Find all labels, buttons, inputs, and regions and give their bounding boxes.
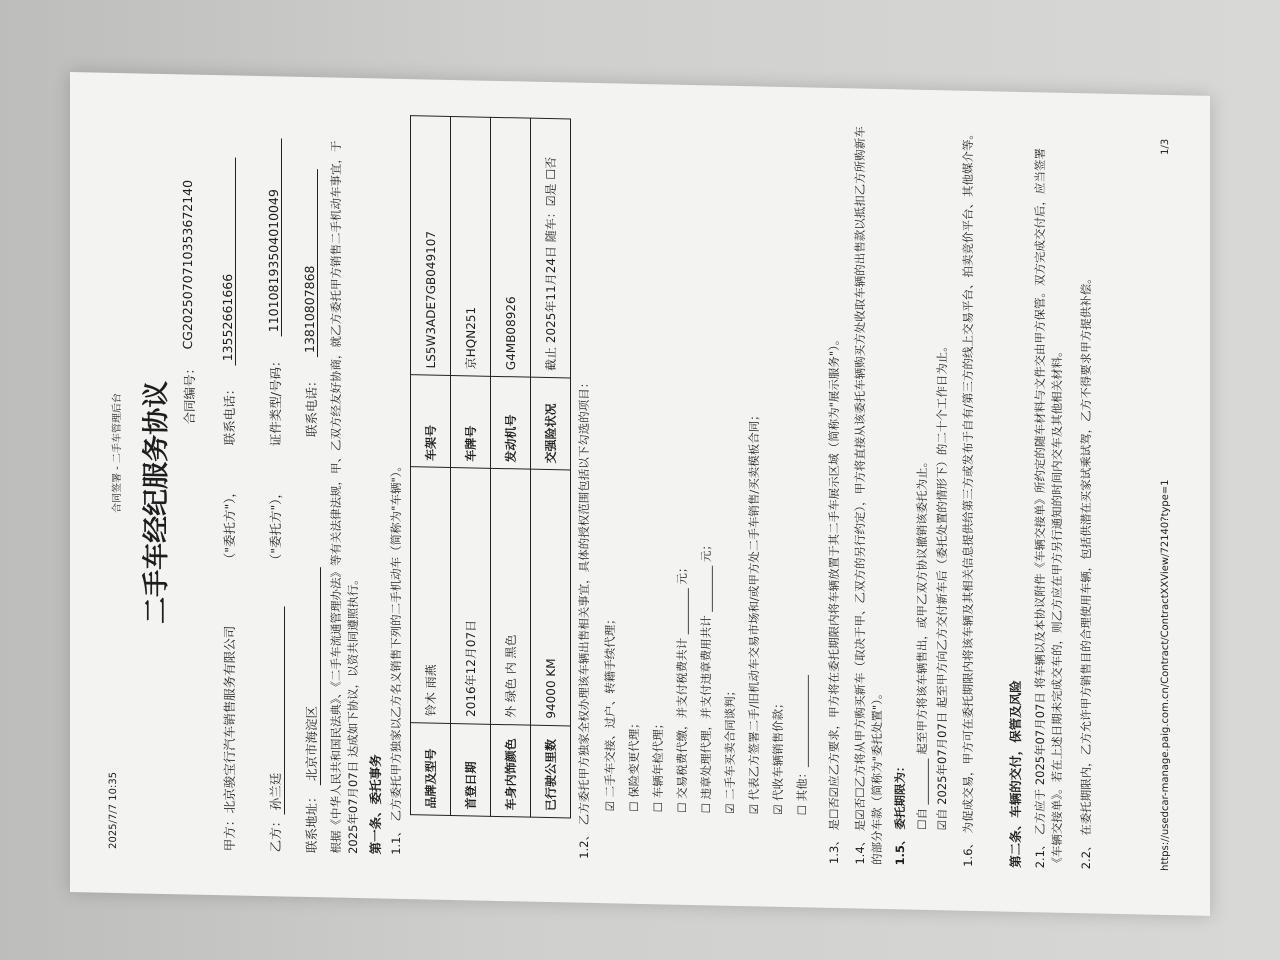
print-site: 合同签署 - 二手车管理后台 bbox=[112, 392, 123, 514]
authorization-option: ☐ 车辆年检代理； bbox=[651, 717, 665, 813]
party-a-label: 甲方： bbox=[222, 813, 237, 852]
party-a-phone: 13552661666 bbox=[220, 157, 236, 365]
table-value-cell: 外 绿色 内 黑色 bbox=[491, 469, 531, 725]
authorization-option: ☑ 二手车交接、过户、转籍手续代理； bbox=[603, 613, 617, 812]
party-a-phone-label: 联系电话： bbox=[222, 382, 237, 446]
clause-1-5b: ☑自 2025年07月07日 起至甲方向乙方交付新车后（委托处置的情形下）的二十个工作日为止。 bbox=[935, 339, 949, 831]
table-header-cell: 车身内饰颜色 bbox=[491, 724, 531, 817]
doc-title: 二手车经纪服务协议 bbox=[141, 380, 172, 625]
table-header-cell: 品牌及型号 bbox=[411, 722, 451, 815]
authorization-option: ☐ 保险变更代理； bbox=[627, 717, 641, 812]
address-label: 联系地址： bbox=[304, 790, 319, 854]
authorization-option: ☐ 交易税费代缴，并支付税费共计 ________ 元； bbox=[675, 561, 689, 813]
table-value-cell: LS5W3ADE7GB049107 bbox=[411, 116, 451, 376]
contract-no: CG20250707103536721​40 bbox=[180, 179, 195, 350]
table-value-cell: 截止 2025年11月24日 随车：☑是 ☐否 bbox=[531, 118, 571, 378]
intro-text: 根据《中华人民共和国民法典》、《二手车流通管理办法》等有关法律法规，甲、乙双方经友好协商，就乙方委托甲方销售二手机动车事宜，于 2025年07月07日 达成如下协议，以资共同遵照执行。 bbox=[329, 140, 360, 855]
party-a-name: 北京骏宝行汽车销售服务有限公司 bbox=[222, 625, 237, 814]
authorization-option: ☐ 其他：________________ bbox=[795, 674, 809, 816]
clause-1-4: 1.4、 是☑否☐乙方将从甲方购买新车（取决于甲、乙双方的另行约定），甲方将直接从该委托车辆购买方处收取车辆的出售款以抵扣乙方所购新车的部分车款（简称为"委托处置"）。 bbox=[853, 126, 884, 866]
authorization-options bbox=[598, 406, 814, 816]
party-b-id: 110108193504010049 bbox=[266, 138, 282, 336]
authorization-option: ☑ 代收车辆销售价款； bbox=[771, 697, 785, 815]
clause-1-2: 1.2、 乙方委托甲方独家全权办理该车辆出售相关事宜，具体的授权范围包括以下勾选的项目： bbox=[577, 376, 591, 859]
address-value: 北京市海淀区 bbox=[302, 567, 321, 785]
clause-1-6: 1.6、 为促成交易，甲方可在委托期限内将该车辆及其相关信息提供给第三方或发布于自有/第三方的线上交易平台、拍卖竞价平台、其他媒介等。 bbox=[961, 127, 975, 867]
table-row bbox=[411, 116, 451, 816]
clause-1-5a: ☐自 ________ 起至甲方将该车辆售出，或甲乙双方协议撤销该委托为止。 bbox=[915, 455, 929, 830]
table-value-cell: 京HQN251 bbox=[451, 116, 491, 376]
table-value-cell: G4MB08926 bbox=[491, 117, 531, 377]
table-row bbox=[531, 118, 571, 818]
table-header-cell: 交强险状况 bbox=[531, 377, 571, 470]
table-header-cell: 车牌号 bbox=[451, 375, 491, 468]
clause-2-1: 2.1、 乙方应于 2025年07月07日 将车辆以及本协议附件《车辆交接单》所约定的随车材料与文件交由甲方保管。双方完成交付后，应当签署《车辆交接单》。若在上述日期未完成交车的，则乙方应在甲方另行通知的时间内交车及其他相关材料。 bbox=[1033, 147, 1064, 869]
party-b-role: （"委托方"）， bbox=[268, 485, 283, 567]
table-header-cell: 车架号 bbox=[411, 375, 451, 468]
vehicle-info-table bbox=[410, 115, 571, 818]
party-b-id-label: 证件类型/号码： bbox=[268, 354, 283, 447]
clause-1-1: 1.1、 乙方委托甲方独家以乙方名义销售下列的二手机动车（简称为"车辆"）。 bbox=[389, 459, 403, 855]
clause-1-3: 1.3、 是☐否☑应乙方要求，甲方将在委托期限内将车辆放置于其二手车展示区域（简称为"展示服务"）。 bbox=[827, 333, 841, 865]
print-datetime: 2025/7/7 10:35 bbox=[108, 771, 119, 850]
table-header-cell: 首登日期 bbox=[451, 723, 491, 816]
clause-2-2: 2.2、 在委托期限内，乙方允许甲方销售目的合理使用车辆，包括供潜在买家试乘试驾，乙方不得要求甲方提供补偿。 bbox=[1079, 272, 1093, 870]
clause-1-5: 1.5、 委托期限为： bbox=[893, 760, 907, 866]
party-b-name: 孙兰廷 bbox=[266, 606, 285, 814]
table-header-cell: 发动机号 bbox=[491, 376, 531, 469]
party-a-role: （"委托方"）， bbox=[222, 484, 237, 566]
address-phone-label: 联系电话： bbox=[304, 374, 319, 438]
section1-title: 第一条、委托事务 bbox=[368, 754, 383, 855]
contract-sheet bbox=[70, 72, 1210, 916]
table-header-cell: 已行驶公里数 bbox=[531, 725, 571, 818]
authorization-option: ☑ 代表乙方签署二手/旧机动车交易市场和/或甲方处二手车销售/买卖模板合同； bbox=[747, 409, 761, 815]
table-value-cell: 铃木 雨燕 bbox=[411, 467, 451, 723]
authorization-option: ☐ 违章处理代理，并支付违章费用共计 ________ 元； bbox=[699, 538, 713, 814]
table-row bbox=[451, 116, 491, 816]
party-b-label: 乙方： bbox=[268, 814, 283, 853]
table-value-cell: 94000 KM bbox=[531, 469, 571, 725]
address-phone: 13810807868 bbox=[302, 169, 318, 357]
page-number: 1/3 bbox=[1160, 138, 1171, 156]
table-row bbox=[491, 117, 531, 817]
authorization-option: ☑ 二手车买卖合同谈判； bbox=[723, 684, 737, 814]
footer-url[interactable]: https://usedcar-manage.paig.com.cn/Contract/ContractXXView/72140?type=1 bbox=[1160, 479, 1171, 872]
table-value-cell: 2016年12月07日 bbox=[451, 468, 491, 724]
contract-no-label: 合同编号： bbox=[182, 361, 197, 425]
section2-title: 第二条、车辆的交付，保管及风险 bbox=[1008, 680, 1023, 868]
